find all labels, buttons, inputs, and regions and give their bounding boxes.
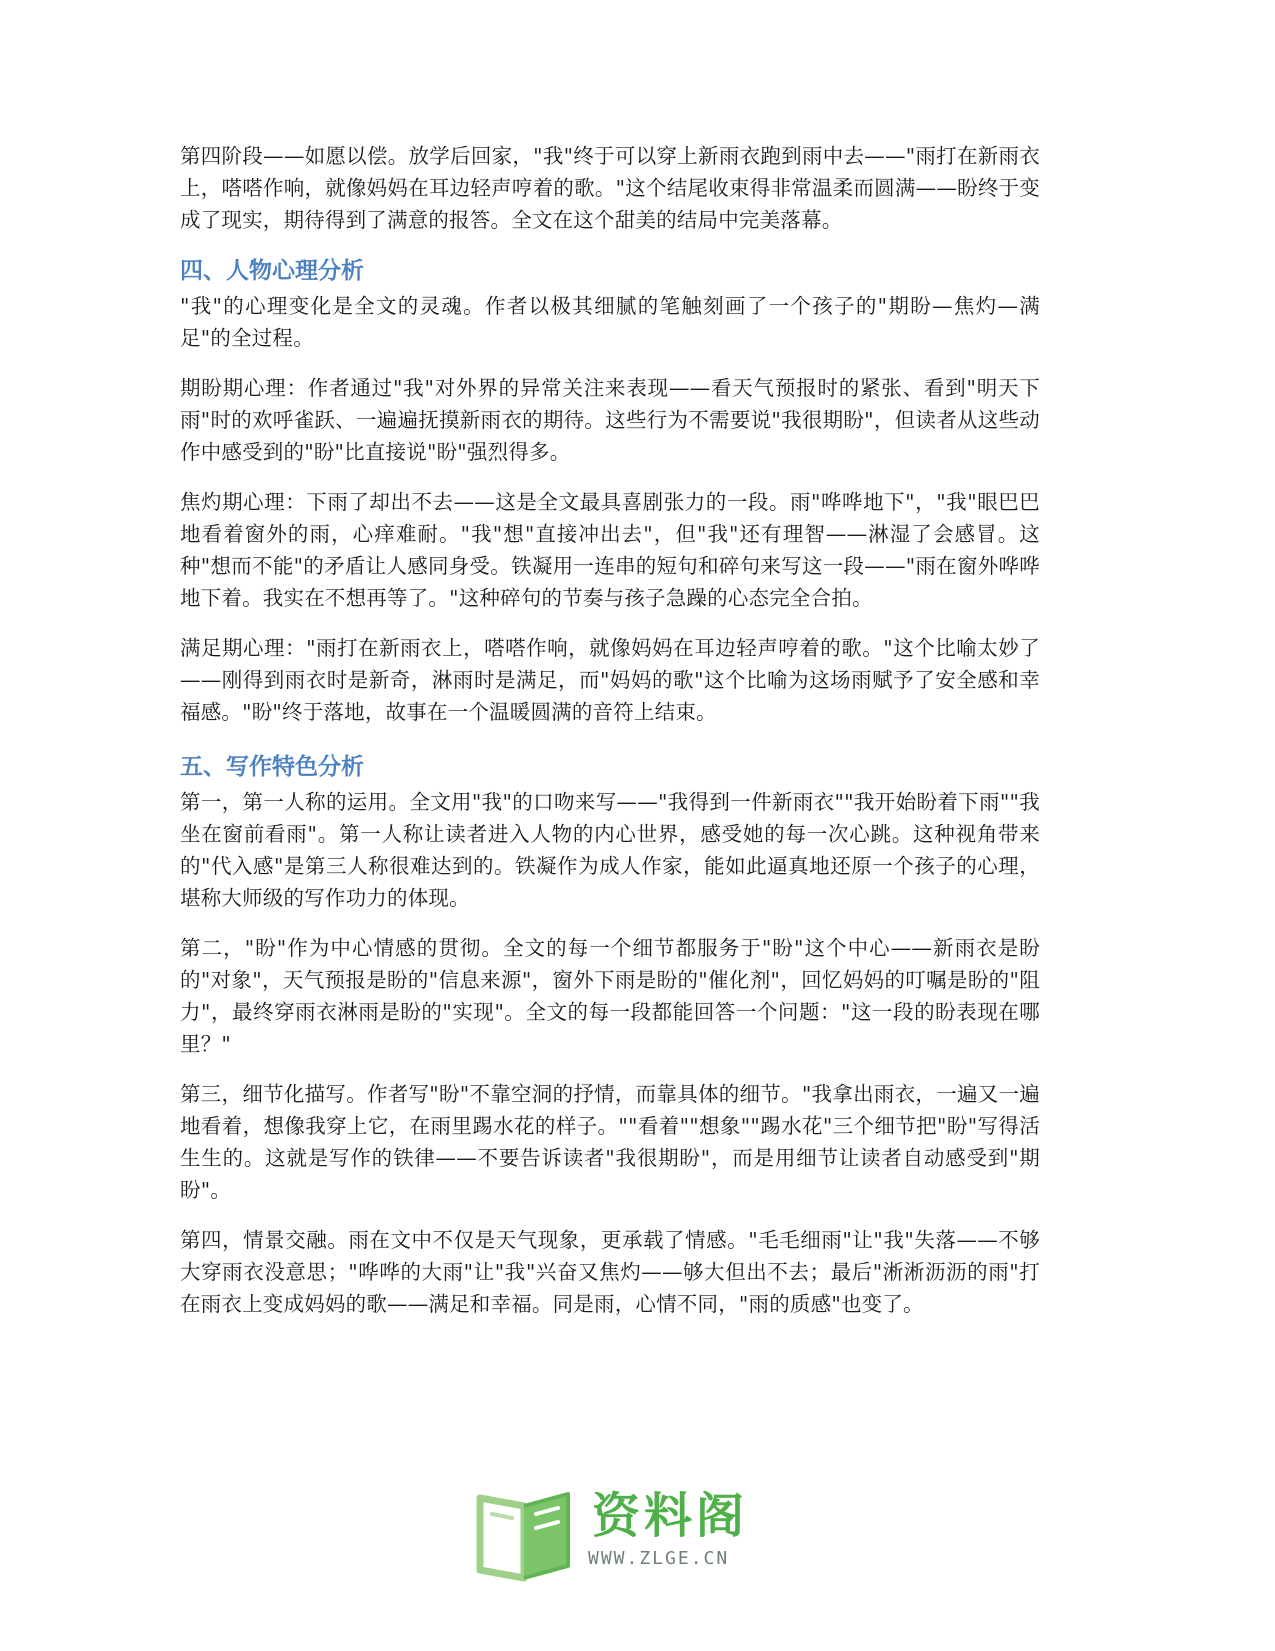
paragraph: 第三，细节化描写。作者写"盼"不靠空洞的抒情，而靠具体的细节。"我拿出雨衣，一遍又一遍地看着，想像我穿上它，在雨里踢水花的样子。""看着""想象""踢水花"三个细节把"盼"写得活生生的。这就是写作的铁律——不要告诉读者"我很期盼"，而是用细节让读者自动感受到"期盼"。 — [180, 1082, 1040, 1202]
document-body — [180, 140, 1040, 1338]
section-heading-writing-features: 五、写作特色分析 — [180, 754, 364, 780]
paragraph: 第四阶段——如愿以偿。放学后回家，"我"终于可以穿上新雨衣跑到雨中去——"雨打在新雨衣上，嗒嗒作响，就像妈妈在耳边轻声哼着的歌。"这个结尾收束得非常温柔而圆满——盼终于变成了现实，期待得到了满意的报答。全文在这个甜美的结局中完美落幕。 — [180, 144, 1040, 232]
book-icon — [472, 1484, 582, 1584]
paragraph: "我"的心理变化是全文的灵魂。作者以极其细腻的笔触刻画了一个孩子的"期盼—焦灼—满足"的全过程。 — [180, 294, 1040, 350]
logo-url: WWW.ZLGE.CN — [588, 1548, 730, 1569]
paragraph: 第二，"盼"作为中心情感的贯彻。全文的每一个细节都服务于"盼"这个中心——新雨衣是盼的"对象"，天气预报是盼的"信息来源"，窗外下雨是盼的"催化剂"，回忆妈妈的叮嘱是盼的"阻力"，最终穿雨衣淋雨是盼的"实现"。全文的每一段都能回答一个问题："这一段的盼表现在哪里？" — [180, 936, 1040, 1056]
section-heading-psychology: 四、人物心理分析 — [180, 258, 364, 284]
paragraph: 期盼期心理：作者通过"我"对外界的异常关注来表现——看天气预报时的紧张、看到"明天下雨"时的欢呼雀跃、一遍遍抚摸新雨衣的期待。这些行为不需要说"我很期盼"，但读者从这些动作中感受到的"盼"比直接说"盼"强烈得多。 — [180, 376, 1040, 464]
paragraph: 第一，第一人称的运用。全文用"我"的口吻来写——"我得到一件新雨衣""我开始盼着下雨""我坐在窗前看雨"。第一人称让读者进入人物的内心世界，感受她的每一次心跳。这种视角带来的"代入感"是第三人称很难达到的。铁凝作为成人作家，能如此逼真地还原一个孩子的心理，堪称大师级的写作功力的体现。 — [180, 790, 1040, 910]
paragraph: 第四，情景交融。雨在文中不仅是天气现象，更承载了情感。"毛毛细雨"让"我"失落——不够大穿雨衣没意思；"哗哗的大雨"让"我"兴奋又焦灼——够大但出不去；最后"淅淅沥沥的雨"打在雨衣上变成妈妈的歌——满足和幸福。同是雨，心情不同，"雨的质感"也变了。 — [180, 1228, 1040, 1316]
site-logo — [472, 1484, 772, 1584]
paragraph: 焦灼期心理：下雨了却出不去——这是全文最具喜剧张力的一段。雨"哗哗地下"，"我"眼巴巴地看着窗外的雨，心痒难耐。"我"想"直接冲出去"，但"我"还有理智——淋湿了会感冒。这种"想而不能"的矛盾让人感同身受。铁凝用一连串的短句和碎句来写这一段——"雨在窗外哗哗地下着。我实在不想再等了。"这种碎句的节奏与孩子急躁的心态完全合拍。 — [180, 490, 1040, 610]
paragraph: 满足期心理："雨打在新雨衣上，嗒嗒作响，就像妈妈在耳边轻声哼着的歌。"这个比喻太妙了——刚得到雨衣时是新奇，淋雨时是满足，而"妈妈的歌"这个比喻为这场雨赋予了安全感和幸福感。"盼"终于落地，故事在一个温暖圆满的音符上结束。 — [180, 636, 1040, 724]
logo-name: 资料阁 — [592, 1488, 749, 1544]
